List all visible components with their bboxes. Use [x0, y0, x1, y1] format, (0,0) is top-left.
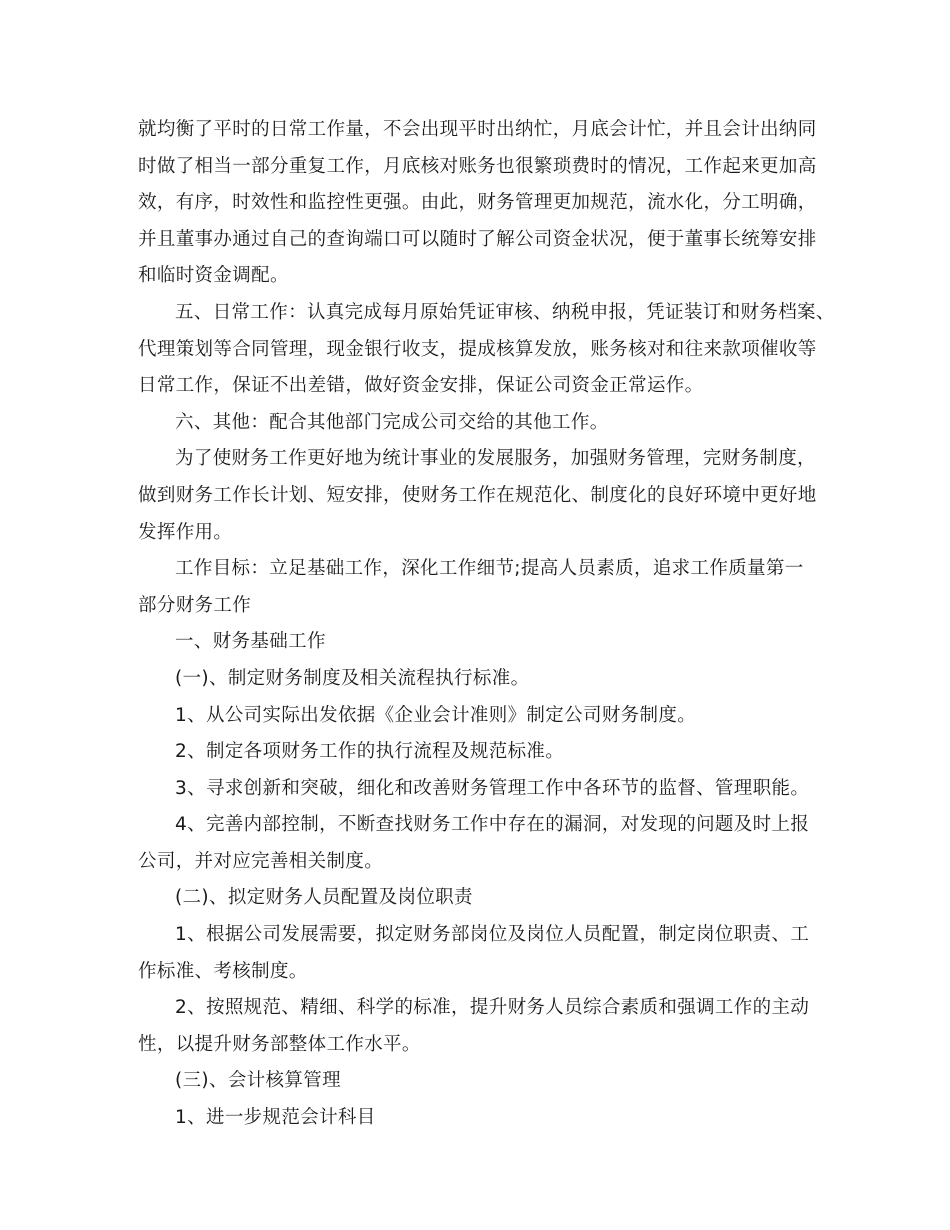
text-line: 六、其他：配合其他部门完成公司交给的其他工作。	[175, 411, 609, 433]
text-line: 发挥作用。	[138, 521, 233, 543]
list-item	[138, 990, 828, 1063]
text-line: 代理策划等合同管理，现金银行收支，提成核算发放，账务核对和往来款项催收等	[138, 338, 817, 360]
text-line: 2、按照规范、精细、科学的标准，提升财务人员综合素质和强调工作的主动	[175, 997, 810, 1019]
text-line: 部分财务工作	[138, 594, 252, 616]
heading-basic-work	[138, 624, 828, 661]
text-line: 时做了相当一部分重复工作，月底核对账务也很繁琐费时的情况，工作起来更加高	[138, 155, 817, 177]
list-item	[138, 771, 828, 808]
text-line: 工作目标：立足基础工作，深化工作细节;提高人员素质，追求工作质量第一	[175, 558, 804, 580]
text-line: 为了使财务工作更好地为统计事业的发展服务，加强财务管理，完财务制度，	[175, 448, 816, 470]
paragraph-purpose	[138, 441, 828, 551]
subheading-1	[138, 661, 828, 698]
text-line: 1、根据公司发展需要，拟定财务部岗位及岗位人员配置，制定岗位职责、工	[175, 924, 810, 946]
paragraph-other	[138, 405, 828, 442]
text-line: 3、寻求创新和突破，细化和改善财务管理工作中各环节的监督、管理职能。	[175, 777, 810, 799]
text-line: 一、财务基础工作	[175, 631, 326, 653]
text-line: 1、进一步规范会计科目	[175, 1107, 376, 1129]
text-line: 1、从公司实际出发依据《企业会计准则》制定公司财务制度。	[175, 704, 697, 726]
text-line: 性，以提升财务部整体工作水平。	[138, 1033, 421, 1055]
paragraph-goal	[138, 551, 828, 624]
text-line: (三)、会计核算管理	[175, 1070, 341, 1092]
text-line: 并且董事办通过自己的查询端口可以随时了解公司资金状况，便于董事长统筹安排	[138, 228, 817, 250]
list-item	[138, 698, 828, 735]
list-item	[138, 1100, 828, 1137]
paragraph-daily-work	[138, 295, 835, 405]
text-line: (一)、制定财务制度及相关流程执行标准。	[175, 667, 530, 689]
text-line: 就均衡了平时的日常工作量，不会出现平时出纳忙，月底会计忙，并且会计出纳同	[138, 119, 817, 140]
text-line: 效，有序，时效性和监控性更强。由此，财务管理更加规范，流水化，分工明确，	[138, 192, 817, 214]
text-line: 和临时资金调配。	[138, 265, 289, 287]
subheading-2	[138, 880, 828, 917]
document-body	[138, 112, 835, 1137]
text-line: 做到财务工作长计划、短安排，使财务工作在规范化、制度化的良好环境中更好地	[138, 484, 817, 506]
text-line: 2、制定各项财务工作的执行流程及规范标准。	[175, 741, 565, 763]
subheading-3	[138, 1063, 828, 1100]
text-line: 五、日常工作：认真完成每月原始凭证审核、纳税申报，凭证装订和财务档案、	[175, 301, 835, 323]
list-item	[138, 917, 828, 990]
text-line: 公司，并对应完善相关制度。	[138, 850, 384, 872]
text-line: 4、完善内部控制，不断查找财务工作中存在的漏洞，对发现的问题及时上报	[175, 814, 810, 836]
paragraph-workload	[138, 112, 828, 295]
text-line: 日常工作，保证不出差错，做好资金安排，保证公司资金正常运作。	[138, 375, 704, 397]
text-line: (二)、拟定财务人员配置及岗位职责	[175, 887, 473, 909]
text-line: 作标准、考核制度。	[138, 960, 308, 982]
list-item	[138, 734, 828, 771]
list-item	[138, 807, 828, 880]
